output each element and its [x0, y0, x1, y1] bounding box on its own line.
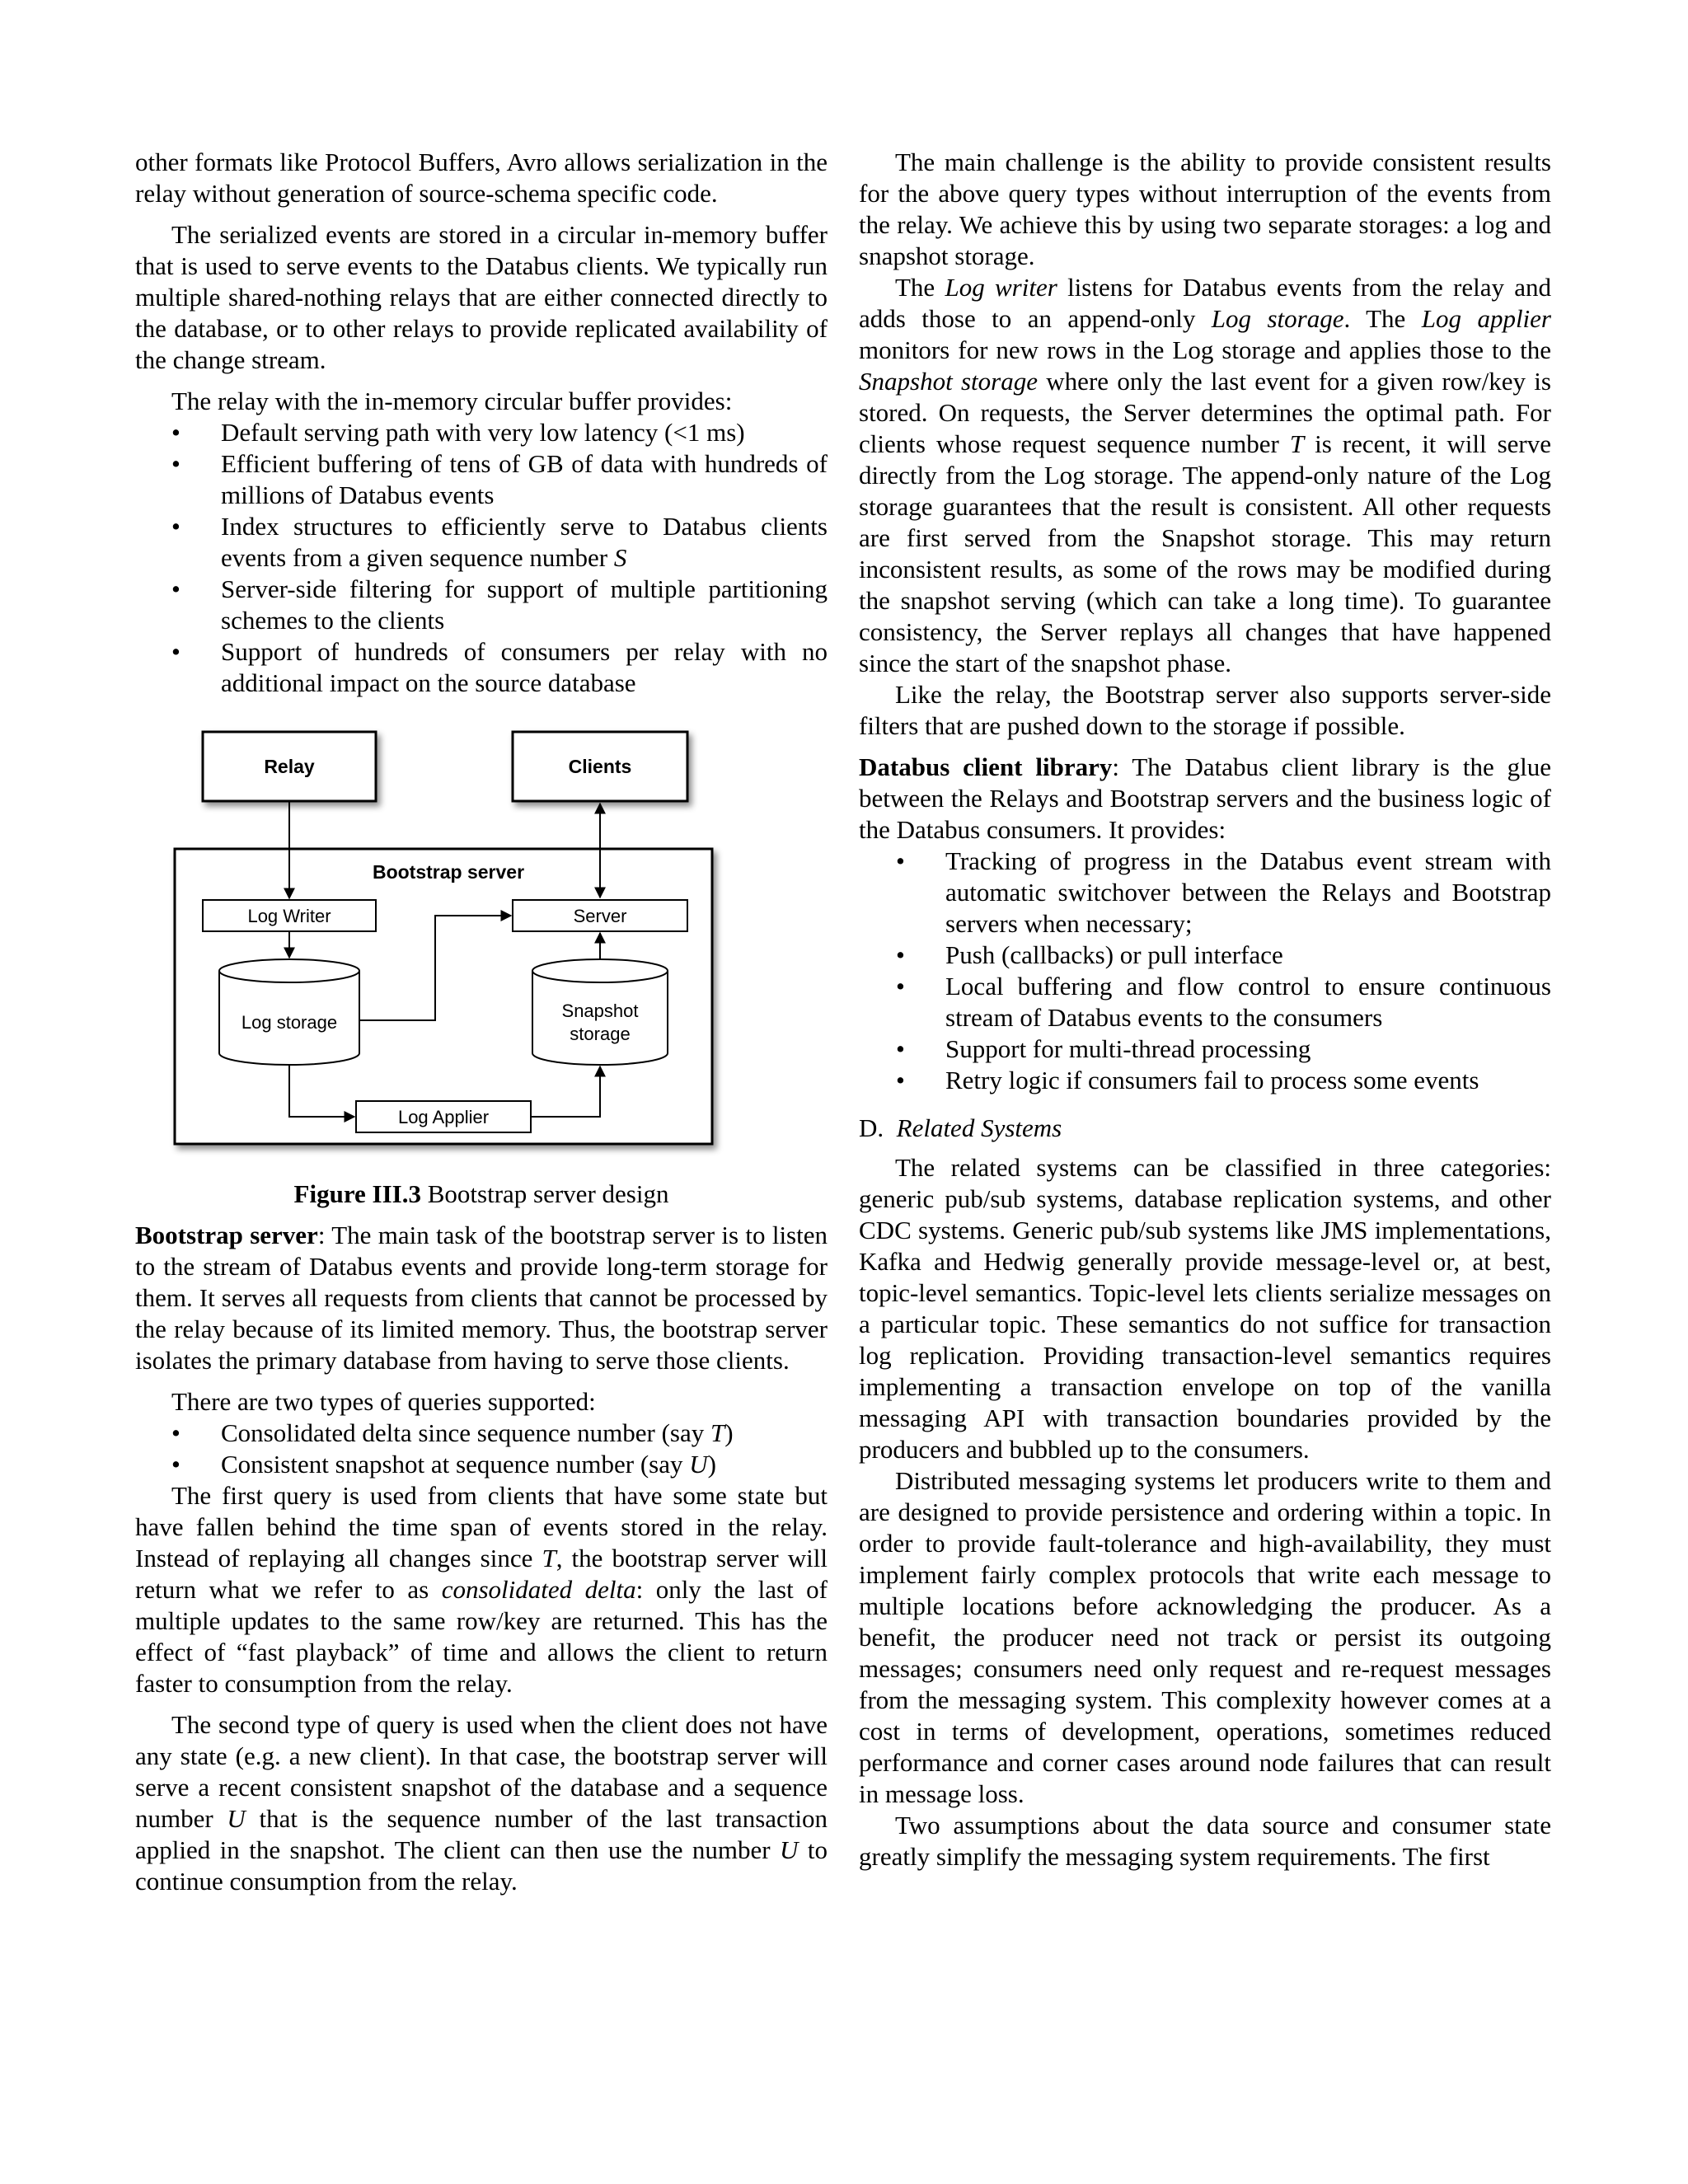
list-item: • Local buffering and flow control to ensure continuous stream of Databus events to the consumers: [896, 972, 1551, 1032]
relay-features-list: [135, 417, 828, 699]
section-heading-related-systems: D. Related Systems: [859, 1113, 1062, 1142]
paragraph-client-library: Databus client library: The Databus client library is the glue between the Relays and Bootstrap servers and the business logic of the Databus consumers. It provides:: [859, 752, 1551, 844]
list-item: • Consistent snapshot at sequence number (say U): [171, 1450, 716, 1479]
bullet-icon: •: [896, 1066, 905, 1094]
list-item: • Efficient buffering of tens of GB of data with hundreds of millions of Databus events: [171, 449, 828, 509]
bootstrap-diagram: [135, 724, 828, 1169]
paragraph-first-query: The first query is used from clients that have some state but have fallen behind the time span of events stored in the relay. Instead of replaying all changes since T, the bootstrap server will return what we refer to as consolidated delta: only the last of multiple updates to the same row/key are returned. This has the effect of “fast playback” of time and allows the client to return faster to consumption from the relay.: [135, 1481, 828, 1698]
query-types-list: [135, 1418, 828, 1480]
log-writer-label: Log Writer: [247, 906, 331, 926]
paragraph-log-writer: The Log writer listens for Databus events from the relay and adds those to an append-only Log storage. The Log applier monitors for new rows in the Log storage and applies those to the Snapshot storage where only the last event for a given row/key is stored. On requests, the Server determines the optimal path. For clients whose request sequence number T is recent, it will serve directly from the Log storage. The append-only nature of the Log storage guarantees that the result is consistent. All other requests are first served from the Snapshot storage. This may return inconsistent results, as some of the rows may be modified during the snapshot serving (which can take a long time). To guarantee consistency, the Server replays all changes that have happened since the start of the snapshot phase.: [859, 273, 1552, 677]
figure-caption: Figure III.3 Bootstrap server design: [293, 1179, 669, 1208]
list-item: • Consolidated delta since sequence number (say T): [171, 1418, 734, 1447]
list-item: • Push (callbacks) or pull interface: [896, 940, 1283, 969]
paragraph-server-side-filters: Like the relay, the Bootstrap server also supports server-side filters that are pushed down to the storage if possible.: [859, 680, 1551, 740]
bullet-icon: •: [171, 418, 181, 447]
paragraph-query-types: There are two types of queries supported:: [171, 1387, 596, 1416]
snapshot-storage-label-line2: storage: [570, 1024, 631, 1044]
bullet-icon: •: [896, 940, 905, 969]
clients-label: Clients: [568, 756, 632, 777]
paragraph-circular-buffer: The serialized events are stored in a circular in-memory buffer that is used to serve events to the Databus clients. We typically run multiple shared-nothing relays that are either connected directly to the database, or to other relays to provide replicated availability of the change stream.: [135, 220, 828, 374]
client-library-features-list: [859, 846, 1551, 1096]
bullet-icon: •: [896, 972, 905, 1001]
list-item: • Default serving path with very low latency (<1 ms): [171, 418, 745, 447]
server-label: Server: [573, 906, 627, 926]
paragraph-two-assumptions: Two assumptions about the data source and consumer state greatly simplify the messaging system requirements. The first: [859, 1811, 1551, 1871]
snapshot-storage-label-line1: Snapshot: [561, 1001, 639, 1021]
list-item: • Server-side filtering for support of multiple partitioning schemes to the clients: [171, 574, 828, 635]
bullet-icon: •: [171, 637, 181, 666]
list-item: • Retry logic if consumers fail to process some events: [896, 1066, 1479, 1094]
log-applier-label: Log Applier: [397, 1107, 490, 1127]
relay-label: Relay: [264, 756, 315, 777]
paragraph-bootstrap-server: Bootstrap server: The main task of the bootstrap server is to listen to the stream of Databus events and provide long-term storage for them. It serves all requests from clients that cannot be processed by the relay because of its limited memory. Thus, the bootstrap server isolates the primary database from having to serve those clients.: [135, 1221, 828, 1375]
paragraph-avro: other formats like Protocol Buffers, Avro allows serialization in the relay without generation of source-schema specific code.: [135, 148, 828, 208]
client-library-heading: Databus client library: [859, 752, 1113, 781]
paragraph-related-systems: The related systems can be classified in three categories: generic pub/sub systems, database replication systems, and other CDC systems. Generic pub/sub systems like JMS implementations, Kafka and Hedwig generally provide message-level or, at best, topic-level semantics. Topic-level lets clients serialize messages on a particular topic. These semantics do not suffice for transaction log replication. Providing transaction-level semantics requires implementing a transaction envelope on top of the vanilla messaging API with transaction boundaries provided by the producers and bubbled up to the consumers.: [859, 1153, 1551, 1464]
bootstrap-server-label: Bootstrap server: [372, 861, 525, 883]
bullet-icon: •: [171, 574, 181, 603]
bootstrap-server-figure: [135, 724, 828, 1169]
paragraph-second-query: The second type of query is used when the client does not have any state (e.g. a new client). In that case, the bootstrap server will serve a recent consistent snapshot of the database and a sequence number U that is the sequence number of the last transaction applied in the snapshot. The client can then use the number U to continue consumption from the relay.: [135, 1710, 828, 1896]
bullet-icon: •: [171, 449, 181, 478]
bootstrap-server-heading: Bootstrap server: [135, 1221, 318, 1249]
list-item: • Index structures to efficiently serve to Databus clients events from a given sequence number S: [171, 512, 828, 572]
right-column: [859, 147, 1551, 1872]
bullet-icon: •: [896, 846, 905, 875]
paragraph-distributed-messaging: Distributed messaging systems let producers write to them and are designed to provide persistence and ordering within a topic. In order to provide fault-tolerance and high-availability, they must implement fairly complex protocols that write each message to multiple locations before acknowledging the producer. As a benefit, the producer need not track or persist its outgoing messages; consumers need only request and re-request messages from the messaging system. This complexity however comes at a cost in terms of development, operations, sometimes reduced performance and corner cases around node failures that can result in message loss.: [859, 1466, 1551, 1808]
paragraph-relay-provides: The relay with the in-memory circular buffer provides:: [171, 387, 733, 415]
bullet-icon: •: [171, 1418, 181, 1447]
bullet-icon: •: [171, 1450, 181, 1479]
left-column: [135, 147, 828, 1897]
paragraph-main-challenge: The main challenge is the ability to provide consistent results for the above query types without interruption of the events from the relay. We achieve this by using two separate storages: a log and snapshot storage.: [859, 148, 1551, 270]
list-item: • Support of hundreds of consumers per relay with no additional impact on the source database: [171, 637, 828, 697]
bullet-icon: •: [171, 512, 181, 541]
log-storage-label: Log storage: [241, 1012, 338, 1033]
bullet-icon: •: [896, 1034, 905, 1063]
list-item: • Tracking of progress in the Databus event stream with automatic switchover between the Relays and Bootstrap servers when necessary;: [896, 846, 1551, 938]
list-item: • Support for multi-thread processing: [896, 1034, 1311, 1063]
